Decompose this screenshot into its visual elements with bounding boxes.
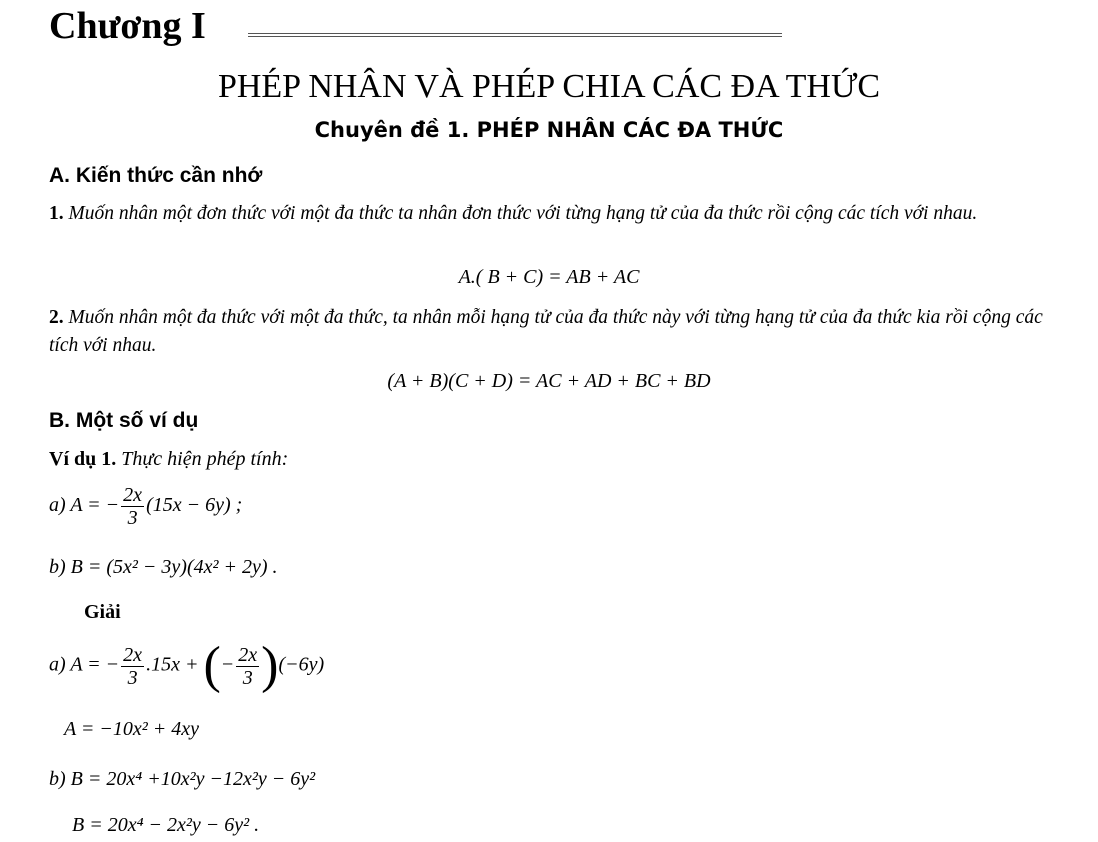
solution-a-line-2: A = −10x² + 4xy (64, 718, 199, 740)
example-label: Ví dụ 1. (49, 448, 117, 470)
problem-a-numerator: 2x (123, 484, 143, 506)
solution-a-mid: .15x + (146, 653, 199, 676)
formula-2: (A + B)(C + D) = AC + AD + BC + BD (387, 370, 711, 392)
solution-a-inner-sign: − (220, 653, 235, 676)
solution-a-tail: (−6y) (278, 653, 325, 676)
page-title: PHÉP NHÂN VÀ PHÉP CHIA CÁC ĐA THỨC (217, 68, 881, 105)
solution-b-label: b) (49, 768, 66, 790)
chapter-rule (248, 33, 782, 37)
problem-a-fraction (121, 484, 144, 529)
section-a-heading: A. Kiến thức cần nhớ (49, 164, 263, 187)
solution-a-numerator-1: 2x (123, 643, 143, 666)
solution-a-denominator-1: 3 (127, 666, 138, 689)
problem-b-label: b) (49, 556, 66, 578)
problem-a-label: a) (49, 494, 66, 517)
topic-subtitle: Chuyên đề 1. PHÉP NHÂN CÁC ĐA THỨC (314, 118, 784, 142)
solution-a-label: a) (49, 653, 66, 676)
solution-b-expression-1: B = 20x⁴ +10x²y −12x²y − 6y² (70, 768, 316, 790)
problem-b (49, 556, 278, 579)
rule-1-number: 1. (49, 203, 64, 224)
section-b-heading: B. Một số ví dụ (49, 409, 199, 432)
problem-a (49, 484, 242, 529)
problem-a-lhs: A = − (70, 494, 120, 517)
rule-1-paragraph (49, 200, 1059, 228)
rule-2-text: Muốn nhân một đa thức với một đa thức, ta nhân mỗi hạng tử của đa thức này với từng hạng tử của đa thức kia rồi cộng các tích với nhau. (49, 307, 1043, 356)
solution-a-numerator-2: 2x (238, 643, 258, 666)
chapter-heading: Chương I (49, 5, 206, 47)
solution-a-line-1: a) A = − $\frac{2x}{3}$ .15x + (− $\frac{2x}{3}$ )(−6y) (49, 637, 325, 694)
example-1-line (49, 448, 288, 471)
rule-2-number: 2. (49, 307, 64, 328)
solution-a-fraction-1 (121, 644, 144, 689)
rule-1-text: Muốn nhân một đơn thức với một đa thức ta nhân đơn thức với từng hạng tử của đa thức rồi cộng các tích với nhau. (63, 203, 978, 224)
formula-1: A.( B + C) = AB + AC (458, 266, 640, 288)
solution-a-denominator-2: 3 (242, 666, 253, 689)
problem-b-expression: B = (5x² − 3y)(4x² + 2y) . (70, 556, 278, 578)
problem-a-end: ; (230, 494, 243, 517)
solution-a-lhs: A = − (70, 653, 120, 676)
example-text: Thực hiện phép tính: (116, 448, 289, 470)
rule-2-paragraph (49, 304, 1059, 360)
solution-b-line-2: B = 20x⁴ − 2x²y − 6y² . (72, 814, 260, 836)
solution-b-line-1 (49, 768, 315, 791)
solution-heading: Giải (84, 601, 121, 623)
solution-a-fraction-2 (236, 644, 259, 689)
problem-a-rest: (15x − 6y) (146, 494, 231, 517)
problem-a-denominator: 3 (127, 507, 138, 529)
